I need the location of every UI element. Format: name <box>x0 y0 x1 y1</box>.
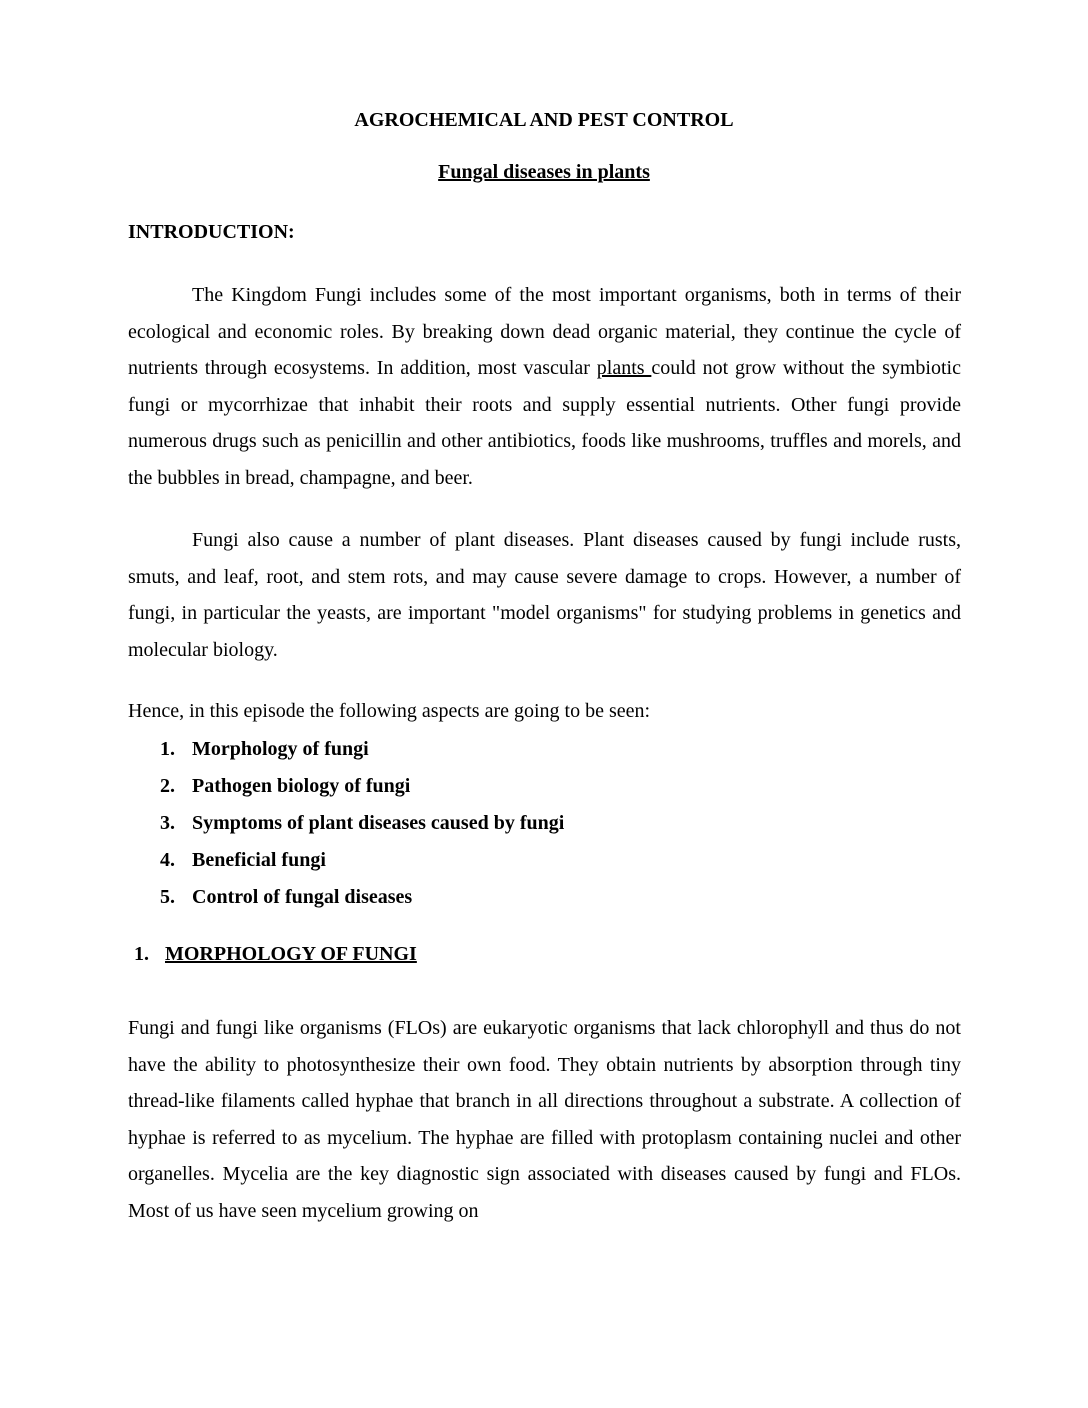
aspect-item <box>160 806 564 843</box>
aspect-label: Symptoms of plant diseases caused by fungi <box>192 812 565 834</box>
aspect-item <box>160 843 564 880</box>
intro-paragraph-1-text-b: could not grow without the symbiotic fungi or mycorrhizae that inhabit their roots and supply essential nutrients. Other fungi provide numerous drugs such as penicillin and other antibiotics, foods like mushrooms, truffles and morels, and the bubbles in bread, champagne, and beer. <box>128 357 961 489</box>
aspect-item <box>160 769 564 806</box>
aspect-label: Beneficial fungi <box>192 849 326 871</box>
aspect-item <box>160 880 564 917</box>
aspect-label: Pathogen biology of fungi <box>192 775 411 797</box>
section-1-heading <box>134 940 417 968</box>
intro-paragraph-2: Fungi also cause a number of plant diseases. Plant diseases caused by fungi include rusts, smuts, and leaf, root, and stem rots, and may cause severe damage to crops. However, a number of fungi, in particular the yeasts, are important "model organisms" for studying problems in genetics and molecular biology. <box>128 529 961 661</box>
aspect-number: 5. <box>160 886 175 908</box>
intro-paragraph-1 <box>128 277 961 496</box>
section-1-number: 1. <box>134 943 149 965</box>
aspect-item <box>160 732 564 769</box>
document-title: AGROCHEMICAL AND PEST CONTROL <box>354 109 734 131</box>
aspect-number: 2. <box>160 775 175 797</box>
aspect-label: Morphology of fungi <box>192 738 369 760</box>
section-1-paragraph: Fungi and fungi like organisms (FLOs) are eukaryotic organisms that lack chlorophyll and thus do not have the ability to photosynthesize their own food. They obtain nutrients by absorption through tiny thread-like filaments called hyphae that branch in all directions throughout a substrate. A collection of hyphae is referred to as mycelium. The hyphae are filled with protoplasm containing nuclei and other organelles. Mycelia are the key diagnostic sign associated with diseases caused by fungi and FLOs. Most of us have seen mycelium growing on <box>128 1017 961 1222</box>
aspects-list <box>160 732 564 917</box>
section-1-title: MORPHOLOGY OF FUNGI <box>165 943 417 965</box>
plants-link[interactable]: plants <box>596 357 652 379</box>
aspects-lead-in: Hence, in this episode the following aspects are going to be seen: <box>128 700 651 722</box>
aspect-number: 1. <box>160 738 175 760</box>
intro-paragraph-1-text-a: The Kingdom Fungi includes some of the most important organisms, both in terms of their ecological and economic roles. By breaking down dead organic material, they continue the cycle of nutrients through ecosystems. In addition, most vascular <box>128 284 961 379</box>
aspect-label: Control of fungal diseases <box>192 886 413 908</box>
introduction-heading: INTRODUCTION: <box>128 221 295 243</box>
document-subtitle: Fungal diseases in plants <box>438 161 650 183</box>
aspect-number: 3. <box>160 812 175 834</box>
aspect-number: 4. <box>160 849 175 871</box>
